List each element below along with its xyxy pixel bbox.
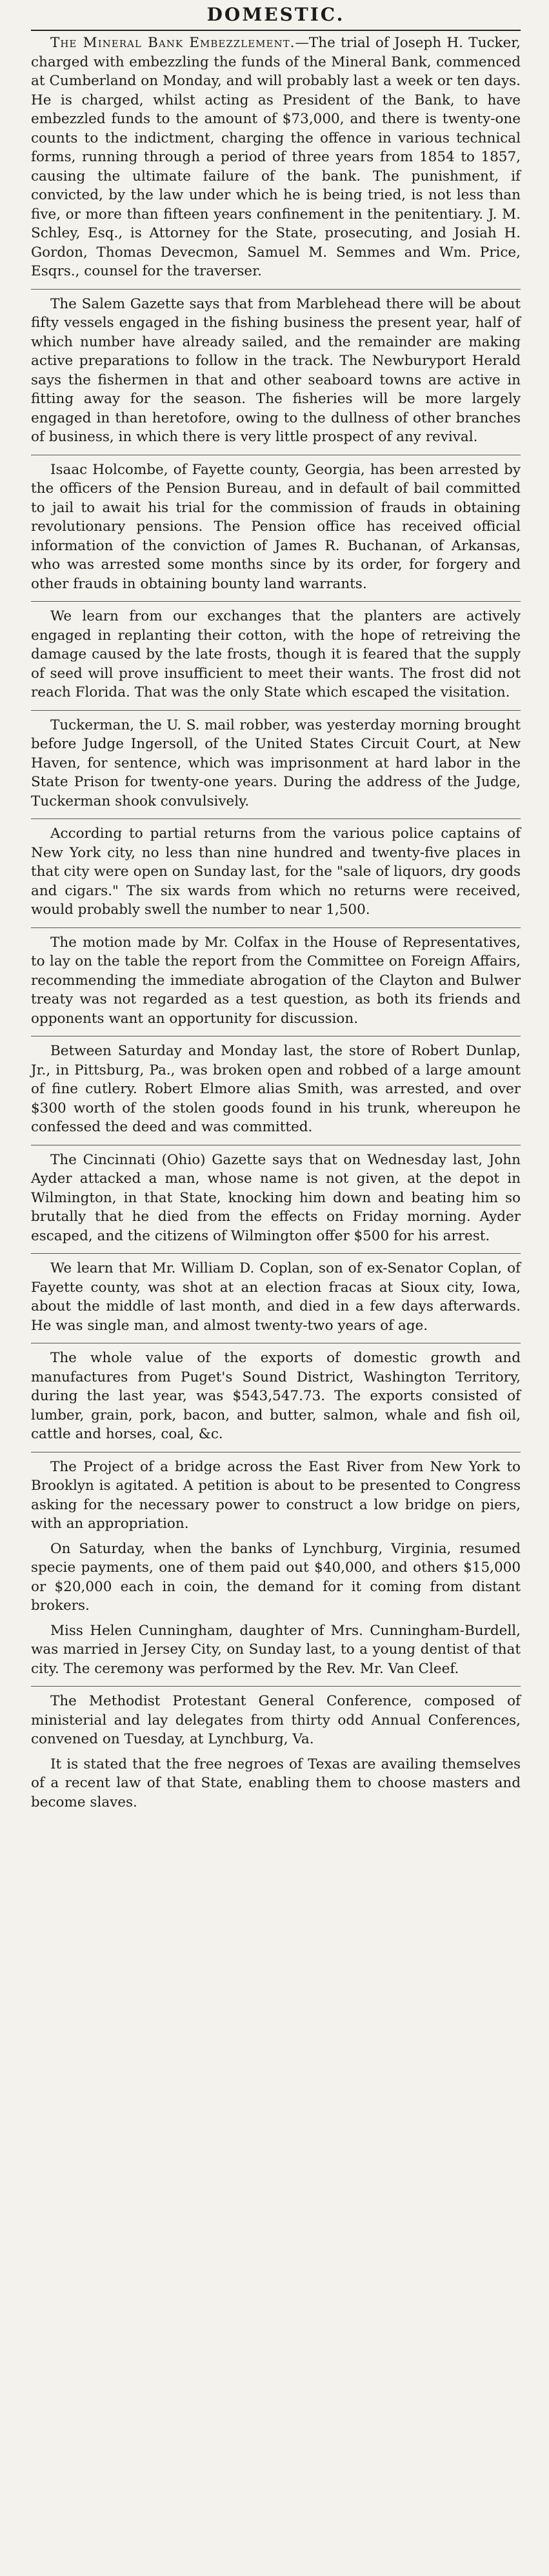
news-item-salem-fisheries: The Salem Gazette says that from Marblehead there will be about fifty vessels engaged in the fishing business the present year, half of which number have already sailed, and the remainder are making active preparations to follow in the track. The Newburyport Herald says the fishermen in that and other seaboard towns are active in fitting away for the season. The fisheries will be more largely engaged in than heretofore, owing to the dullness of other branches of business, in which there is very little prospect of any revival. <box>31 295 521 445</box>
item-divider <box>31 710 521 711</box>
title-rule <box>31 30 521 31</box>
news-item-pension-fraud: Isaac Holcombe, of Fayette county, Georgia, has been arrested by the officers of the Pension Bureau, and in default of bail committed to jail to await his trial for the commission of frauds in obtaining revolutionary pensions. The Pension office has received official information of the conviction of James R. Buchanan, of Arkansas, who was arrested some months since by its order, for forgery and other frauds in obtaining bounty land warrants. <box>31 461 521 592</box>
section-title: DOMESTIC. <box>206 4 345 25</box>
news-item-tuckerman: Tuckerman, the U. S. mail robber, was yesterday morning brought before Judge Ingersoll, of the United States Circuit Court, at New Haven, for sentence, which was imprisonment at hard labor in the State Prison for twenty-one years. During the address of the Judge, Tuckerman shook convulsively. <box>31 717 521 809</box>
news-item-lynchburg-banks: On Saturday, when the banks of Lynchburg, Virginia, resumed specie payments, one of them paid out $40,000, and others $15,000 or $20,000 each in coin, the demand for it coming from distant brokers. <box>31 1540 521 1614</box>
item-divider <box>31 601 521 602</box>
news-item-ayder-attack: The Cincinnati (Ohio) Gazette says that on Wednesday last, John Ayder attacked a man, whose name is not given, at the depot in Wilmington, in that State, knocking him down and beating him so brutally that he died from the effects on Friday morning. Ayder escaped, and the citizens of Wilmington offer $500 for his arrest. <box>31 1151 521 1244</box>
news-item-colfax-motion: The motion made by Mr. Colfax in the House of Representatives, to lay on the table the report from the Committee on Foreign Affairs, recommending the immediate abrogation of the Clayton and Bulwer treaty was not regarded as a test question, as both its friends and opponents want an opportunity for discussion. <box>31 934 521 1027</box>
news-item-texas-law: It is stated that the free negroes of Texas are availing themselves of a recent law of that State, enabling them to choose masters and become slaves. <box>31 1756 521 1810</box>
item-divider <box>31 289 521 290</box>
news-item-puget-exports: The whole value of the exports of domestic growth and manufactures from Puget's Sound District, Washington Territory, during the last year, was $543,547.73. The exports consisted of lumber, grain, pork, bacon, and butter, salmon, whale and fish oil, cattle and horses, coal, &c. <box>31 1350 521 1442</box>
news-item-mineral-bank <box>31 34 521 281</box>
item-lead: The Mineral Bank Embezzlement. <box>50 35 295 51</box>
news-item-east-river-bridge: The Project of a bridge across the East River from New York to Brooklyn is agitated. A petition is about to be presented to Congress asking for the necessary power to construct a low bridge on piers, with an appropriation. <box>31 1458 521 1532</box>
news-item-cunningham-wedding: Miss Helen Cunningham, daughter of Mrs. Cunningham-Burdell, was married in Jersey City, on Sunday last, to a young dentist of that city. The ceremony was performed by the Rev. Mr. Van Cleef. <box>31 1622 521 1677</box>
item-text: —The trial of Joseph H. Tucker, charged with embezzling the funds of the Mineral Bank, commenced at Cumberland on Monday, and will probably last a week or ten days. He is charged, whilst acting as President of the Bank, to have embezzled funds to the amount of $73,000, and there is twenty-one counts to the indictment, charging the offence in various technical forms, running through a period of three years from 1854 to 1857, causing the ultimate failure of the bank. The punishment, if convicted, by the law under which he is being tried, is not less than five, or more than fifteen years confinement in the penitentiary. J. M. Schley, Esq., is Attorney for the State, prosecuting, and Josiah H. Gordon, Thomas Devecmon, Samuel M. Semmes and Wm. Price, Esqrs., counsel for the traverser. <box>31 35 521 279</box>
news-item-cotton-planters: We learn from our exchanges that the planters are actively engaged in replanting their cotton, with the hope of retreiving the damage caused by the late frosts, though it is feared that the supply of seed will prove insufficient to meet their wants. The frost did not reach Florida. That was the only State which escaped the visitation. <box>31 608 521 700</box>
news-item-new-york-police: According to partial returns from the various police captains of New York city, no less than nine hundred and twenty-five places in that city were open on Sunday last, for the "sale of liquors, dry goods and cigars." The six wards from which no returns were received, would probably swell the number to near 1,500. <box>31 826 521 918</box>
news-item-dunlap-robbery: Between Saturday and Monday last, the store of Robert Dunlap, Jr., in Pittsburg, Pa., was broken open and robbed of a large amount of fine cutlery. Robert Elmore alias Smith, was arrested, and over $300 worth of the stolen goods found in his trunk, whereupon he confessed the deed and was committed. <box>31 1043 521 1135</box>
item-divider <box>31 818 521 819</box>
item-divider <box>31 1686 521 1687</box>
item-divider <box>31 927 521 928</box>
news-item-methodist-conference: The Methodist Protestant General Conference, composed of ministerial and lay delegates from thirty odd Annual Conferences, convened on Tuesday, at Lynchburg, Va. <box>31 1693 521 1747</box>
item-divider <box>31 1253 521 1254</box>
news-item-coplan-shot: We learn that Mr. William D. Coplan, son of ex-Senator Coplan, of Fayette county, was shot at an election fracas at Sioux city, Iowa, about the middle of last month, and died in a few days afterwards. He was single man, and almost twenty-two years of age. <box>31 1260 521 1334</box>
